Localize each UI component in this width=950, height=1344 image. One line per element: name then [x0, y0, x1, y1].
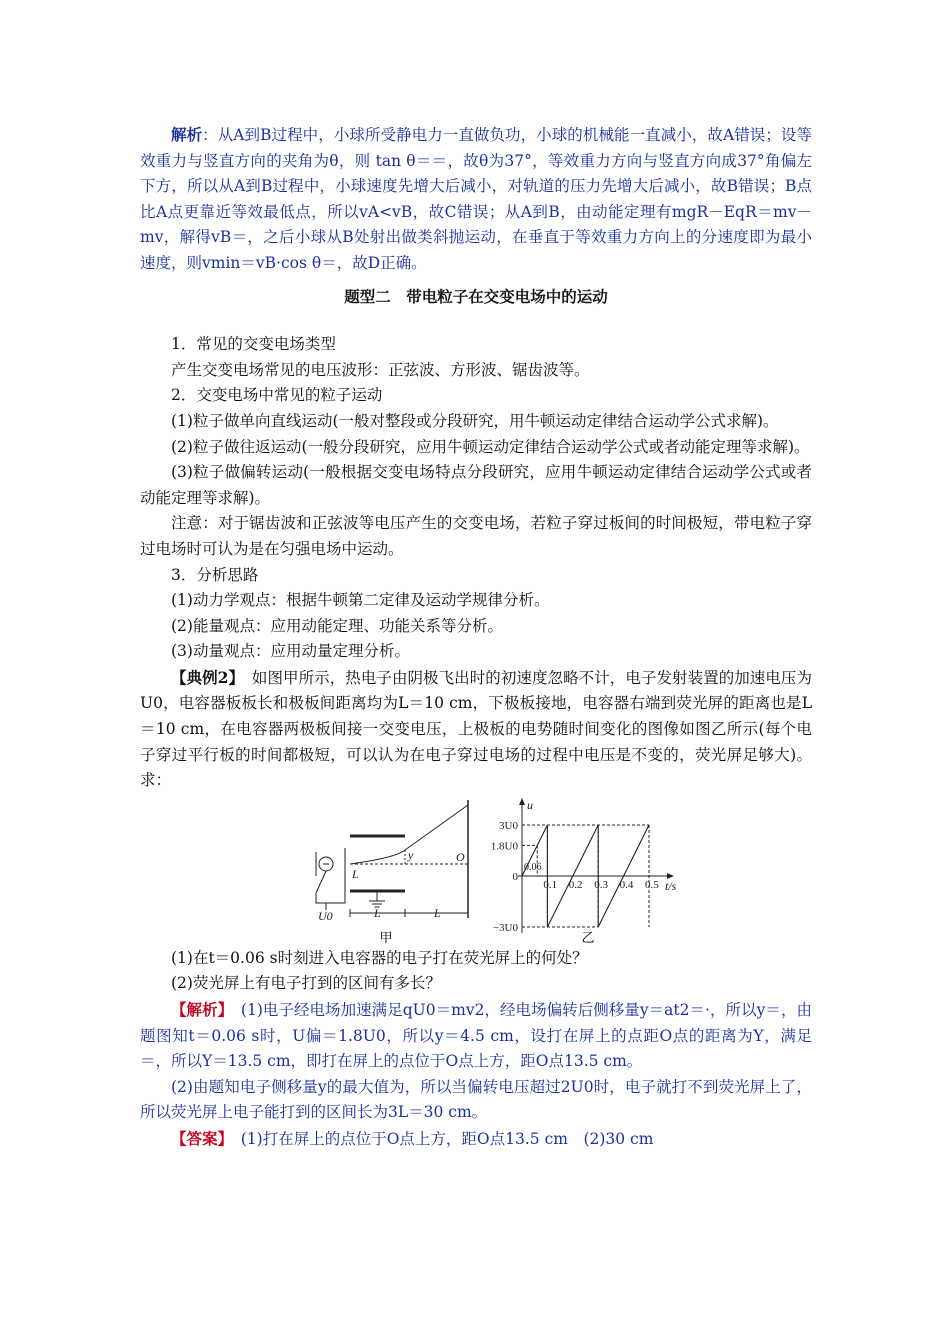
y-tick-label: 3U0 — [499, 819, 518, 832]
answer-text: (1)打在屏上的点位于O点上方，距O点13.5 cm (2)30 cm — [225, 1130, 654, 1148]
marker-label: 0.06 — [524, 861, 542, 873]
answer-paragraph — [140, 1126, 812, 1153]
figure — [140, 798, 812, 944]
example-text: 如图甲所示，热电子由阴极飞出时的初速度忽略不计，电子发射装置的加速电压为U0，电容器板板长和极板间距离均为L＝10 cm，下极板接地，电容器右端到荧光屏的距离也是L＝10 cm，在电容器两极板间接一交变电压，上极板的电势随时间变化的图像如图乙所示(每个电子穿过平行板的时间都极短，可以认为在电子穿过电场的过程中电压是不变的，荧光屏足够大)。求： — [140, 668, 812, 790]
question-2: (2)荧光屏上有电子打到的区间有多长？ — [171, 974, 441, 993]
solution-label: 【解析】 — [171, 1000, 226, 1020]
section-title: 题型二 带电粒子在交变电场中的运动 — [344, 287, 608, 306]
label-L-plate: L — [352, 866, 359, 881]
x-tick-label: 0.5 — [645, 878, 659, 891]
question-1: (1)在t＝0.06 s时刻进入电容器的电子打在荧光屏上的何处？ — [171, 948, 588, 967]
example-paragraph — [140, 665, 812, 794]
analysis-text: ：从A到B过程中，小球所受静电力一直做负功，小球的机械能一直减小，故A错误；设等效重力与竖直方向的夹角为θ，则 tan θ＝＝，故θ为37°，等效重力方向与竖直方向成37°角偏左下方，所以从A到B过程中，小球速度先增大后减小，对轨道的压力先增大后减小，故B错误；B点比A点更靠近等效最低点，所以vA<vB，故C错误；从A到B，由动能定理有mgR－EqR＝mv－mv，解得vB＝，之后小球从B处射出做类斜抛运动，在垂直于等效重力方向上的分速度即为最小速度，则vmin＝vB·cos θ＝，故D正确。 — [140, 126, 812, 272]
left-caption: 甲 — [379, 929, 393, 944]
right-caption: 乙 — [581, 929, 595, 944]
x-tick-label: 0.4 — [619, 878, 634, 891]
heading-1: 1．常见的交变电场类型 — [171, 335, 336, 354]
y-tick-label: −3U0 — [492, 921, 518, 934]
paragraph-3a: (1)动力学观点：根据牛顿第二定律及运动学规律分析。 — [171, 591, 550, 610]
x-tick-label: 0.2 — [568, 878, 583, 891]
label-L1: L — [374, 905, 381, 920]
label-U0: U0 — [318, 908, 333, 923]
solution-paragraph-2: (2)由题知电子侧移量y的最大值为，所以当偏转电压超过2U0时，电子就打不到荧光屏上了，所以荧光屏上电子能打到的区间长为3L＝30 cm。 — [140, 1077, 812, 1122]
label-y: y — [408, 847, 414, 862]
paragraph-2c: (3)粒子做偏转运动(一般根据交变电场特点分段研究，应用牛顿运动定律结合运动学公式或者动能定理等求解)。 — [140, 463, 812, 507]
solution-paragraph-1 — [140, 997, 812, 1075]
u-axis-arrow — [519, 798, 525, 805]
paragraph-2b: (2)粒子做往返运动(一般分段研究，应用牛顿运动定律结合运动学公式或者动能定理等求解)。 — [171, 437, 810, 456]
paragraph-1: 产生交变电场常见的电压波形：正弦波、方形波、锯齿波等。 — [171, 360, 590, 379]
analysis-paragraph — [140, 122, 812, 277]
voltage-graph — [491, 798, 677, 934]
u-axis-label: u — [527, 797, 533, 812]
y-tick-label: 1.8U0 — [490, 840, 518, 853]
document-page — [140, 122, 812, 1153]
figure-svg — [140, 798, 812, 944]
label-O: O — [456, 849, 465, 864]
label-L2: L — [434, 905, 441, 920]
t-axis-label: t/s — [665, 878, 677, 893]
answer-label: 【答案】 — [171, 1129, 226, 1148]
apparatus-diagram — [316, 800, 468, 918]
paragraph-3b: (2)能量观点：应用动能定理、功能关系等分析。 — [171, 616, 503, 635]
accel-circuit — [316, 871, 345, 903]
heading-2: 2．交变电场中常见的粒子运动 — [171, 386, 383, 405]
paragraph-2a: (1)粒子做单向直线运动(一般对整段或分段研究，用牛顿运动定律结合运动学公式求解)。 — [171, 411, 779, 430]
paragraph-3c: (3)动量观点：应用动量定理分析。 — [171, 642, 410, 661]
solution-part1: (1)电子经电场加速满足qU0＝mv2，经电场偏转后侧移量y＝at2＝·，所以y＝，由题图知t＝0.06 s时，U偏＝1.8U0，所以y＝4.5 cm，设打在屏上的点距O点的距离为Y，满足＝，所以Y＝13.5 cm，即打在屏上的点位于O点上方，距O点13.5 cm。 — [140, 1001, 812, 1071]
x-tick-label: 0.1 — [543, 878, 558, 891]
analysis-label: 解析 — [171, 125, 203, 144]
y-tick-label: 0 — [512, 870, 518, 883]
heading-3: 3．分析思路 — [171, 565, 259, 584]
x-tick-label: 0.3 — [594, 878, 608, 891]
example-label: 【典例2】 — [171, 667, 237, 687]
note-paragraph: 注意：对于锯齿波和正弦波等电压产生的交变电场，若粒子穿过板间的时间极短，带电粒子穿过电场时可认为是在匀强电场中运动。 — [140, 514, 812, 558]
